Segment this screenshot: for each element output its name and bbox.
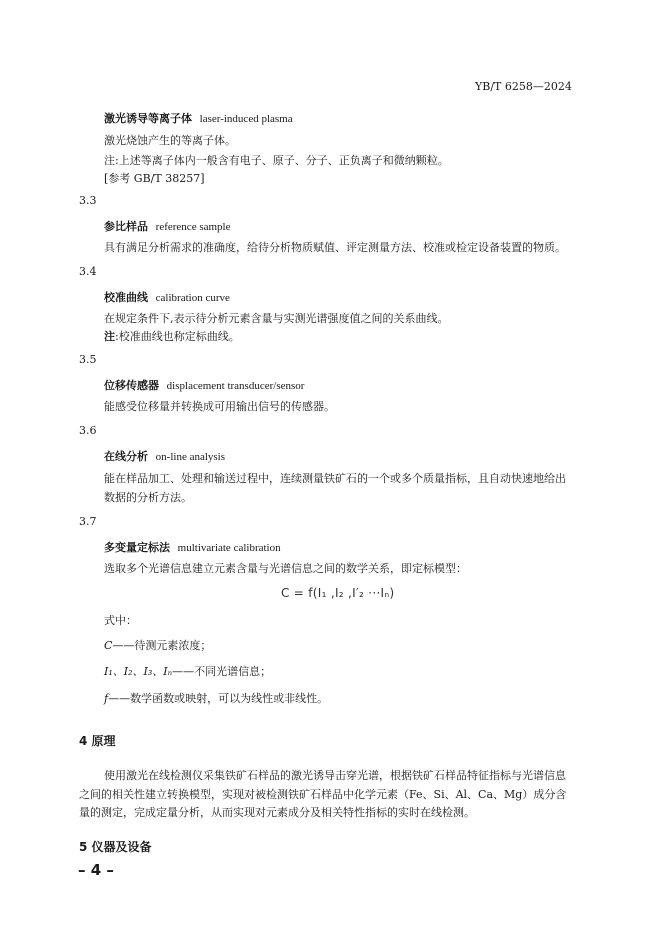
term-zh: 在线分析 [104,450,148,463]
term-3-3 [104,220,230,234]
note-label: 注 [104,330,115,343]
entry-number-3-6: 3.6 [79,424,97,437]
definition-3-6-line1: 能在样品加工、处理和输送过程中，连续测量铁矿石的一个或多个质量指标，且自动快速地给出 [104,472,566,485]
term-3-2 [104,112,293,126]
symbol: C [104,639,113,652]
note-text: :校准曲线也称定标曲线。 [115,330,240,343]
term-zh: 位移传感器 [104,379,159,392]
page-number: – 4 – [78,861,114,879]
reference-3-2: [参考 GB/T 38257] [104,172,205,185]
where-label: 式中： [104,614,137,627]
definition-3-3: 具有满足分析需求的准确度，给待分析物质赋值、评定测量方法、校准或检定设备装置的物质。 [104,241,566,254]
term-zh: 校准曲线 [104,291,148,304]
entry-number-3-4: 3.4 [79,265,97,278]
description: ——待测元素浓度； [112,639,212,652]
section-4-line1: 使用激光在线检测仪采集铁矿石样品的激光诱导击穿光谱，根据铁矿石样品特征指标与光谱信息 [104,769,566,782]
section-4-heading: 4 原理 [79,734,116,748]
term-zh: 多变量定标法 [104,541,170,554]
symbol: I₁、I₂、I₃、Iₙ [104,665,173,678]
term-3-5 [104,379,304,393]
note-3-2: 注:上述等离子体内一般含有电子、原子、分子、正负离子和微纳颗粒。 [104,154,449,167]
term-zh: 参比样品 [104,220,148,233]
section-4-line2: 之间的相关性建立转换模型，实现对被检测铁矿石样品中化学元素（Fe、Si、Al、Ca、Mg）成分含 [79,788,567,801]
calibration-model-formula: C = f(I₁ ,I₂ ,I′₂ ···Iₙ) [281,586,395,600]
definition-3-4: 在规定条件下,表示待分析元素含量与实测光谱强度值之间的关系曲线。 [104,312,449,325]
standard-number: YB/T 6258—2024 [475,80,572,93]
term-3-7 [104,541,281,555]
term-en: multivariate calibration [177,542,281,554]
term-en: laser-induced plasma [199,113,293,125]
term-3-4 [104,291,230,305]
term-3-6 [104,450,225,464]
term-en: on-line analysis [155,451,226,463]
entry-number-3-5: 3.5 [79,353,97,366]
definition-3-5: 能感受位移量并转换成可用输出信号的传感器。 [104,400,335,413]
term-en: calibration curve [155,292,230,304]
section-5-heading: 5 仪器及设备 [79,840,152,854]
entry-number-3-3: 3.3 [79,194,97,207]
description: ——不同光谱信息； [172,665,272,678]
variable-c [104,639,211,653]
term-en: displacement transducer/sensor [166,380,305,392]
entry-number-3-7: 3.7 [79,515,97,528]
section-4-line3: 量的测定，完成定量分析，从而实现对元素成分及相关特性指标的实时在线检测。 [79,806,475,819]
variable-f [104,692,328,706]
description: ——数学函数或映射，可以为线性或非线性。 [108,692,329,705]
term-en: reference sample [155,221,231,233]
term-zh: 激光诱导等离子体 [104,112,192,125]
variable-i [104,665,271,679]
note-3-4 [104,330,240,344]
symbol: f [104,692,109,705]
definition-3-2: 激光烧蚀产生的等离子体。 [104,134,236,147]
definition-3-6-line2: 数据的分析方法。 [104,491,192,504]
definition-3-7: 选取多个光谱信息建立元素含量与光谱信息之间的数学关系，即定标模型： [104,562,467,575]
